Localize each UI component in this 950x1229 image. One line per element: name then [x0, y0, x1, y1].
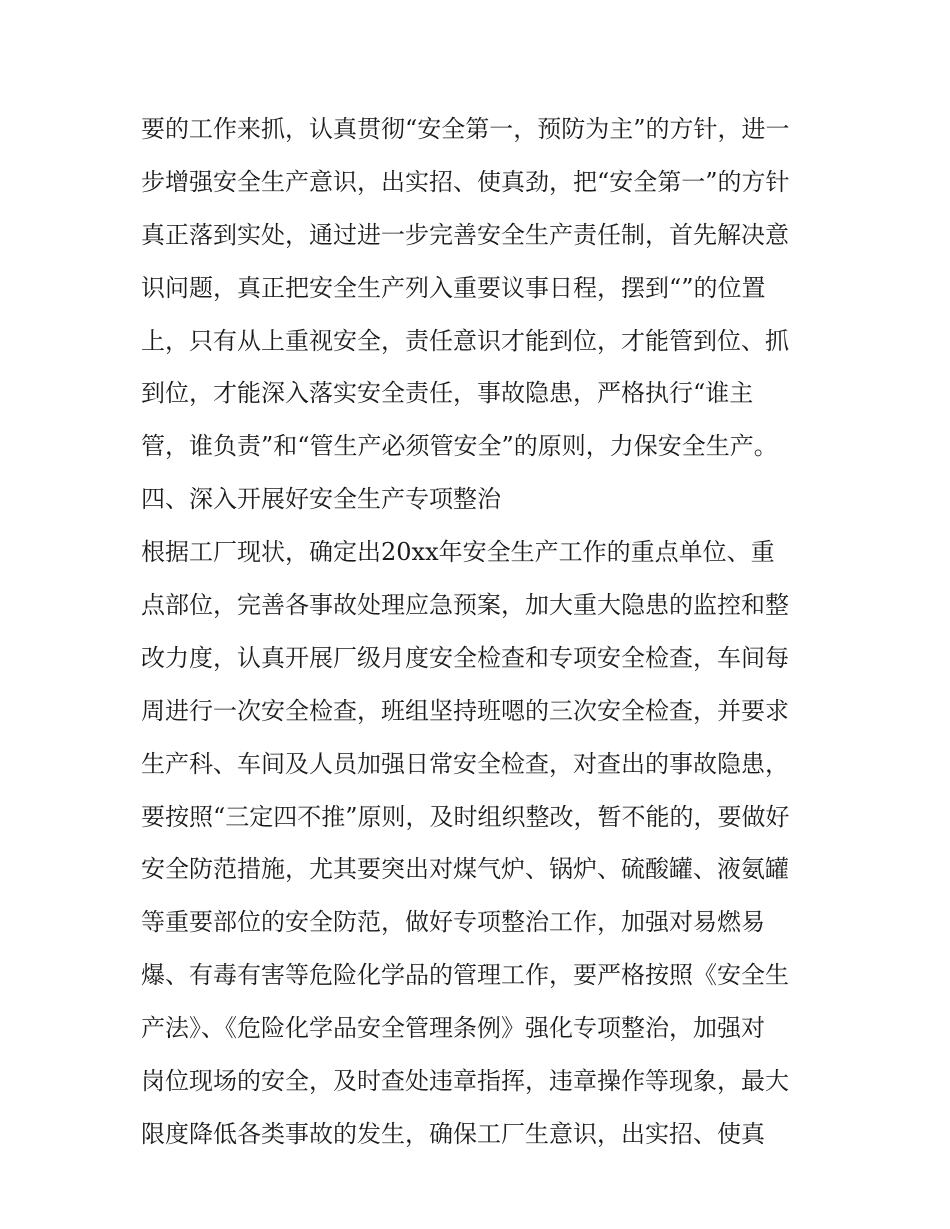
text-line: 真正落到实处，通过进一步完善安全生产责任制，首先解决意 — [141, 220, 789, 249]
text-line: 爆、有毒有害等危险化学品的管理工作，要严格按照《安全生 — [141, 961, 789, 990]
text-line: 安全防范措施，尤其要突出对煤气炉、锅炉、硫酸罐、液氨罐 — [141, 855, 789, 884]
text-line: 生产科、车间及人员加强日常安全检查，对查出的事故隐患， — [141, 749, 789, 778]
text-line: 要的工作来抓，认真贯彻“安全第一，预防为主”的方针，进一 — [141, 115, 790, 143]
text-line: 限度降低各类事故的发生，确保工厂生意识，出实招、使真 — [141, 1119, 765, 1148]
text-line: 产法》、《危险化学品安全管理条例》强化专项整治，加强对 — [141, 1014, 765, 1043]
text-line: 到位，才能深入落实安全责任，事故隐患，严格执行“谁主 — [141, 379, 754, 408]
body-text — [141, 103, 831, 1161]
text-line: 步增强安全生产意识，出实招、使真劲，把“安全第一”的方针 — [141, 167, 790, 196]
text-line: 识问题，真正把安全生产列入重要议事日程，摆到“”的位置 — [141, 273, 766, 302]
section-heading: 四、深入开展好安全生产专项整治 — [141, 485, 501, 514]
text-line: 等重要部位的安全防范，做好专项整治工作，加强对易燃易 — [141, 908, 765, 937]
text-line: 上，只有从上重视安全，责任意识才能到位，才能管到位、抓 — [141, 326, 789, 355]
text-line: 要按照“三定四不推”原则，及时组织整改，暂不能的，要做好 — [141, 802, 790, 831]
text-line: 管，谁负责”和“管生产必须管安全”的原则，力保安全生产。 — [141, 432, 778, 461]
text-line: 岗位现场的安全，及时查处违章指挥，违章操作等现象，最大 — [141, 1067, 789, 1096]
text-line: 周进行一次安全检查，班组坚持班嗯的三次安全检查，并要求 — [141, 696, 789, 725]
text-line: 改力度，认真开展厂级月度安全检查和专项安全检查，车间每 — [141, 643, 789, 672]
text-line: 点部位，完善各事故处理应急预案，加大重大隐患的监控和整 — [141, 591, 789, 620]
text-line: 根据工厂现状，确定出20xx年安全生产工作的重点单位、重 — [141, 538, 775, 567]
